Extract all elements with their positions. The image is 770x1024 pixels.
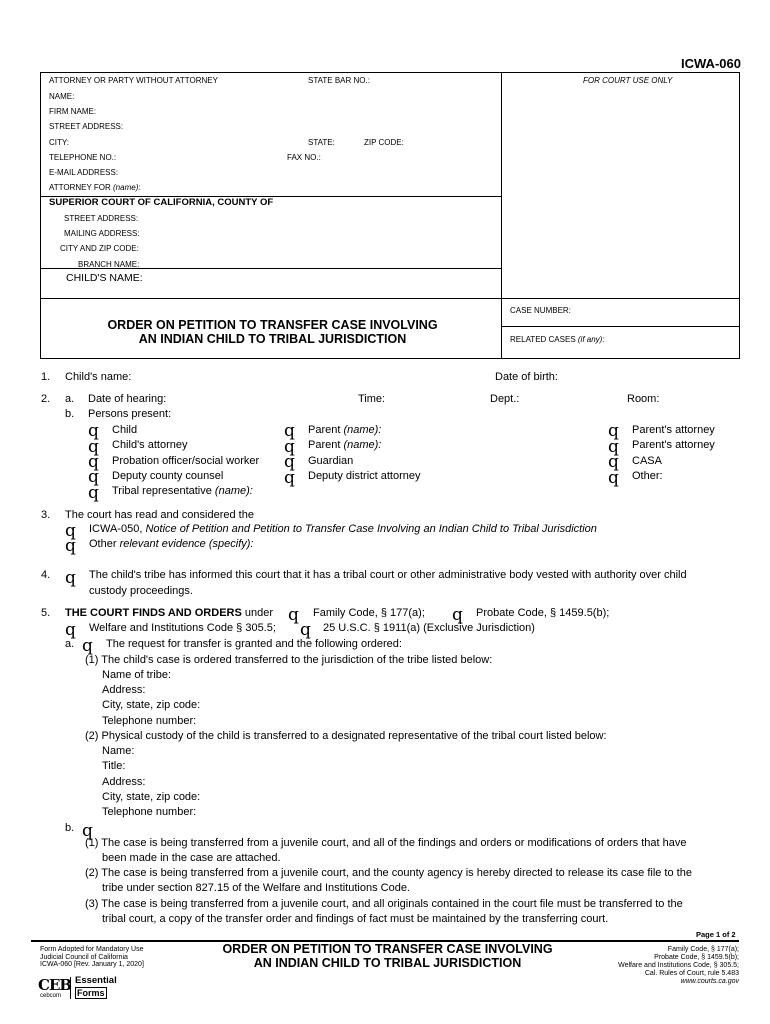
zip-field-label[interactable]: ZIP CODE: <box>364 138 404 147</box>
attorney-for-field-label[interactable]: ATTORNEY FOR (name): <box>49 183 141 192</box>
checkbox-guardian[interactable]: q <box>284 452 295 472</box>
welfare-code-label: Welfare and Institutions Code § 305.5; <box>89 622 276 634</box>
telephone-field-label[interactable]: TELEPHONE NO.: <box>49 153 117 162</box>
item-5a-letter: a. <box>65 638 75 650</box>
item-4-line-1: The child's tribe has informed this court that it has a tribal court or other administrative body vested with authority over child <box>89 569 687 581</box>
item-2a-letter: a. <box>65 393 75 405</box>
state-bar-label: STATE BAR NO.: <box>308 76 370 85</box>
email-field-label[interactable]: E-MAIL ADDRESS: <box>49 168 119 177</box>
checkbox-welfare-code[interactable]: q <box>65 620 76 640</box>
checkbox-child[interactable]: q <box>88 421 99 441</box>
deputy-counsel-label: Deputy county counsel <box>112 470 224 482</box>
street-field-label[interactable]: STREET ADDRESS: <box>49 122 124 131</box>
item-5a2-text: (2) Physical custody of the child is transferred to a designated representative of the tribal court listed below: <box>85 730 607 742</box>
item-5b3-line-2: tribal court, a copy of the transfer order and findings of fact must be maintained by the transferring court. <box>102 913 609 925</box>
header-divider-childname <box>40 298 740 299</box>
item-5a-text: The request for transfer is granted and the following ordered: <box>106 638 402 650</box>
tribe-name-field[interactable]: Name of tribe: <box>102 669 172 681</box>
tribe-city-field[interactable]: City, state, zip code: <box>102 699 201 711</box>
checkbox-icwa-050[interactable]: q <box>65 521 76 541</box>
deputy-da-label: Deputy district attorney <box>308 470 421 482</box>
city-field-label[interactable]: CITY: <box>49 138 70 147</box>
checkbox-deputy-da[interactable]: q <box>284 468 295 488</box>
header-top-border <box>40 72 740 73</box>
item-3-number: 3. <box>41 509 51 521</box>
item-5-number: 5. <box>41 607 51 619</box>
form-title: ORDER ON PETITION TO TRANSFER CASE INVOLVING AN INDIAN CHILD TO TRIBAL JURISDICTION <box>107 318 438 346</box>
checkbox-5b[interactable]: q <box>82 821 93 841</box>
header-left-border <box>40 72 41 358</box>
item-5b2-line-1: (2) The case is being transferred from a juvenile court, and the county agency is hereby directed to release its case file to the <box>85 867 692 879</box>
header-divider-vertical <box>501 72 502 358</box>
checkbox-item-4[interactable]: q <box>65 568 76 588</box>
family-code-label: Family Code, § 177(a); <box>313 607 425 619</box>
checkbox-deputy-counsel[interactable]: q <box>88 467 99 487</box>
item-5b1-line-2: been made in the case are attached. <box>102 852 281 864</box>
checkbox-other-evidence[interactable]: q <box>65 536 76 556</box>
item-5a1-text: (1) The child's case is ordered transferred to the jurisdiction of the tribe listed below: <box>85 654 493 666</box>
parent-1-label: Parent (name): <box>308 424 382 436</box>
checkbox-casa[interactable]: q <box>608 452 619 472</box>
court-branch-label[interactable]: BRANCH NAME: <box>78 260 140 269</box>
firm-name-field-label[interactable]: FIRM NAME: <box>49 107 97 116</box>
checkbox-parents-attorney-2[interactable]: q <box>608 437 619 457</box>
casa-label: CASA <box>632 455 662 467</box>
item-4-line-2: custody proceedings. <box>89 585 193 597</box>
ceb-logo: CEB <box>38 976 72 994</box>
other-evidence-label: Other relevant evidence (specify): <box>89 538 254 550</box>
checkbox-probation[interactable]: q <box>88 452 99 472</box>
rep-address-field[interactable]: Address: <box>102 776 146 788</box>
item-5b2-line-2: tribe under section 827.15 of the Welfare and Institutions Code. <box>102 882 410 894</box>
state-field-label[interactable]: STATE: <box>308 138 335 147</box>
date-of-hearing-field[interactable]: Date of hearing: <box>88 393 167 405</box>
childs-name-field[interactable]: Child's name: <box>65 371 132 383</box>
child-label: Child <box>112 424 138 436</box>
attorney-label: ATTORNEY OR PARTY WITHOUT ATTORNEY <box>49 76 218 85</box>
item-3-label: The court has read and considered the <box>65 509 254 521</box>
childs-name-label[interactable]: CHILD'S NAME: <box>66 272 143 284</box>
logo-divider <box>70 977 71 999</box>
checkbox-parents-attorney-1[interactable]: q <box>608 421 619 441</box>
rep-name-field[interactable]: Name: <box>102 745 135 757</box>
probate-code-label: Probate Code, § 1459.5(b); <box>476 607 610 619</box>
court-label: SUPERIOR COURT OF CALIFORNIA, COUNTY OF <box>49 197 274 208</box>
checkbox-other[interactable]: q <box>608 468 619 488</box>
checkbox-parent-1[interactable]: q <box>284 421 295 441</box>
item-4-number: 4. <box>41 569 51 581</box>
date-of-birth-field[interactable]: Date of birth: <box>495 371 558 383</box>
parents-attorney-2-label: Parent's attorney <box>632 439 715 451</box>
room-field[interactable]: Room: <box>627 393 660 405</box>
page-number: Page 1 of 2 <box>696 930 736 939</box>
other-label: Other: <box>632 470 663 482</box>
item-1-number: 1. <box>41 371 51 383</box>
court-street-label[interactable]: STREET ADDRESS: <box>64 214 139 223</box>
icwa-050-label: ICWA-050, Notice of Petition and Petition to Transfer Case Involving an Indian Child to Tribal Jurisdiction <box>89 523 597 535</box>
essential-forms-logo: Essential <box>75 975 117 986</box>
related-cases-label[interactable]: RELATED CASES (if any): <box>510 335 605 344</box>
header-right-border <box>739 72 740 358</box>
name-field-label[interactable]: NAME: <box>49 92 75 101</box>
rep-title-field[interactable]: Title: <box>102 760 126 772</box>
usc-label: 25 U.S.C. § 1911(a) (Exclusive Jurisdiction) <box>323 622 535 634</box>
fax-field-label[interactable]: FAX NO.: <box>287 153 321 162</box>
tribal-rep-label: Tribal representative (name): <box>112 485 253 497</box>
item-5b1-line-1: (1) The case is being transferred from a juvenile court, and all of the findings and orders or modifications of orders that have <box>85 837 687 849</box>
probation-label: Probation officer/social worker <box>112 455 260 467</box>
dept-field[interactable]: Dept.: <box>490 393 520 405</box>
adopted-text: Form Adopted for Mandatory Use Judicial Council of California ICWA-060 [Rev. January 1, 2020] <box>40 946 144 968</box>
rep-city-field[interactable]: City, state, zip code: <box>102 791 201 803</box>
case-number-label[interactable]: CASE NUMBER: <box>510 306 571 315</box>
item-2-number: 2. <box>41 393 51 405</box>
parents-attorney-1-label: Parent's attorney <box>632 424 715 436</box>
guardian-label: Guardian <box>308 455 354 467</box>
header-bottom-border <box>40 358 740 359</box>
item-5b-letter: b. <box>65 822 75 834</box>
checkbox-5a[interactable]: q <box>82 636 93 656</box>
persons-present-label: Persons present: <box>88 408 172 420</box>
forms-logo: Forms <box>77 988 105 998</box>
checkbox-parent-2[interactable]: q <box>284 437 295 457</box>
rep-phone-field[interactable]: Telephone number: <box>102 806 197 818</box>
item-2b-letter: b. <box>65 408 75 420</box>
checkbox-probate-code[interactable]: q <box>452 605 463 625</box>
childs-attorney-label: Child's attorney <box>112 439 188 451</box>
parent-2-label: Parent (name): <box>308 439 382 451</box>
checkbox-family-code[interactable]: q <box>288 605 299 625</box>
court-city-label[interactable]: CITY AND ZIP CODE: <box>60 244 139 253</box>
tribe-phone-field[interactable]: Telephone number: <box>102 715 197 727</box>
item-5b3-line-1: (3) The case is being transferred from a juvenile court, and all originals contained in the court file must be transferred to the <box>85 898 683 910</box>
checkbox-tribal-rep[interactable]: q <box>88 483 99 503</box>
form-id: ICWA-060 <box>681 56 741 71</box>
checkbox-usc[interactable]: q <box>300 620 311 640</box>
court-finds-label: THE COURT FINDS AND ORDERS under <box>65 607 274 619</box>
checkbox-childs-attorney[interactable]: q <box>88 437 99 457</box>
footer-citations: Family Code, § 177(a); Probate Code, § 1459.5(b); Welfare and Institutions Code, § 305.5; Cal. Rules of Court, rule 5.483 www.courts.ca.gov <box>618 946 739 985</box>
court-mailing-label[interactable]: MAILING ADDRESS: <box>64 229 140 238</box>
footer-title: ORDER ON PETITION TO TRANSFER CASE INVOLVING AN INDIAN CHILD TO TRIBAL JURISDICTION <box>222 942 553 970</box>
time-field[interactable]: Time: <box>358 393 386 405</box>
ceb-logo-sub: cebcom <box>40 993 62 999</box>
header-divider-casenumber <box>501 326 739 327</box>
tribe-address-field[interactable]: Address: <box>102 684 146 696</box>
court-use-label: FOR COURT USE ONLY <box>583 76 673 85</box>
